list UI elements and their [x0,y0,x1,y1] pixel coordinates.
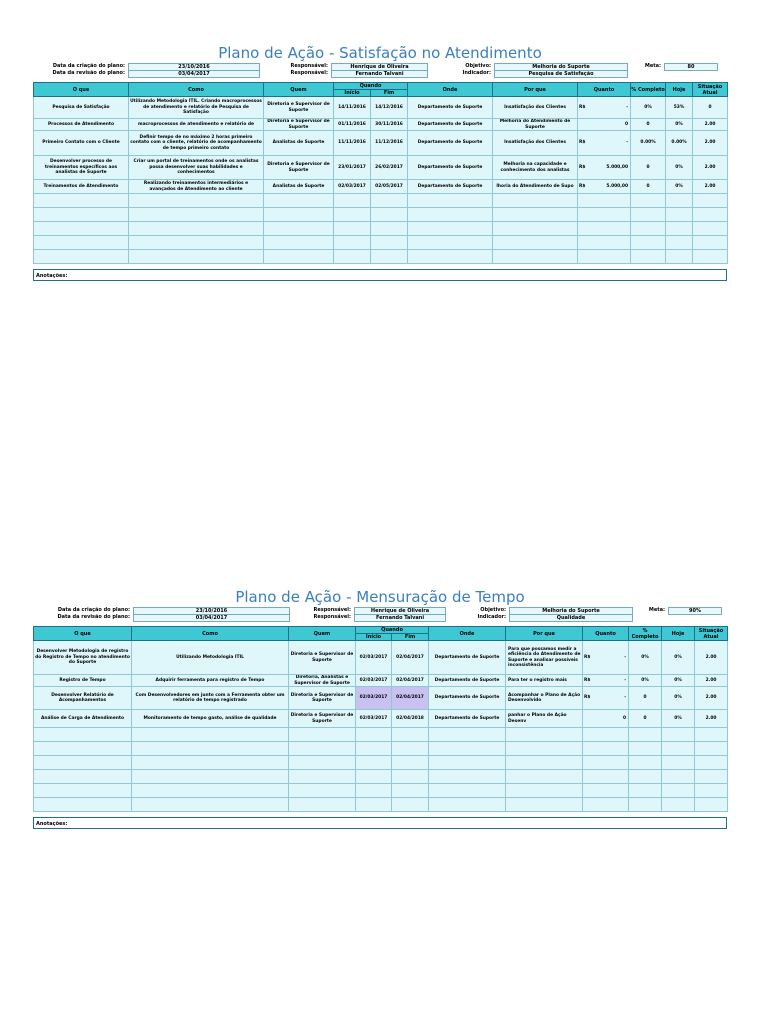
cell-quanto[interactable] [578,131,631,156]
cell-onde[interactable]: Departamento de Suporte [408,180,493,194]
cell-por-que[interactable]: lhoria do Atendimento de Supo [493,180,578,194]
resp2-field[interactable]: Fernando Talvani [331,70,428,78]
resp1-field[interactable]: Henrique de Oliveira [331,63,428,71]
notes-box[interactable] [33,269,727,281]
cell-quem[interactable]: Analistas de Suporte [264,180,334,194]
plan-title: Plano de Ação - Mensuração de Tempo [235,588,525,606]
cell-fim[interactable]: 11/12/2016 [371,131,408,156]
cell-quem[interactable]: Diretoria, Analistas e Supervisor de Suporte [289,675,356,687]
cell-fim[interactable]: 02/04/2017 [392,675,429,687]
currency: R$ [579,140,586,146]
cell-hoje[interactable]: 0% [662,687,695,710]
cell-quem[interactable]: Diretoria e Supervisor de Suporte [264,119,334,131]
col-quando: Quando [356,627,429,634]
empty-row[interactable] [34,756,728,770]
cell-fim[interactable]: 30/11/2016 [371,119,408,131]
revisao-label: Data da revisão do plano: [52,70,125,76]
table-row[interactable] [34,687,728,710]
table-row[interactable] [34,119,728,131]
action-plan-tempo [33,588,727,829]
cell-hoje[interactable]: 0% [662,710,695,728]
cell-hoje[interactable]: 53% [666,97,693,119]
cell-situacao[interactable]: 2.00 [695,641,728,675]
objetivo-field[interactable]: Melhoria do Suporte [494,63,628,71]
cell-hoje[interactable]: 0% [662,675,695,687]
col-quanto: Quanto [583,627,629,641]
amount: 0 [624,121,629,127]
currency: R$ [584,677,591,683]
meta-label: Meta: [648,607,665,613]
cell-o-que[interactable]: Análise de Carga de Atendimento [34,710,132,728]
cell-o-que[interactable]: Registro de Tempo [34,675,132,687]
table-row[interactable] [34,675,728,687]
cell-quanto[interactable] [578,180,631,194]
cell-onde[interactable]: Departamento de Suporte [429,710,506,728]
empty-row[interactable] [34,194,728,208]
cell-onde[interactable]: Departamento de Suporte [408,97,493,119]
cell-como[interactable]: Monitoramento de tempo gasto, análise de qualidade [132,710,289,728]
action-plan-satisfacao [33,44,727,281]
cell-fim[interactable]: 02/04/2017 [392,641,429,675]
cell-situacao[interactable]: 2.00 [693,180,728,194]
cell-inicio[interactable]: 01/11/2016 [334,119,371,131]
cell-o-que[interactable]: Desenvolver processo de treinamentos específicos aos analistas de Suporte [34,156,129,180]
table-row[interactable] [34,156,728,180]
cell-pct[interactable]: 0 [631,119,666,131]
cell-quem[interactable]: Diretoria e Supervisor de Suporte [289,641,356,675]
revisao-label: Data da revisão do plano: [57,614,130,620]
table-row[interactable] [34,131,728,156]
cell-por-que[interactable]: Acompanhar o Plano de Ação Desenvolvido [506,687,583,710]
objetivo-label: Objetivo: [465,63,491,69]
cell-o-que[interactable]: Desenvolver Metodologia de registro do Registro de Tempo no atendimento do Suporte [34,641,132,675]
currency: R$ [579,183,586,189]
col-pct: % Completo [629,627,662,641]
col-como: Como [132,627,289,641]
cell-inicio[interactable]: 14/11/2016 [334,97,371,119]
cell-quanto[interactable] [583,675,629,687]
cell-onde[interactable]: Departamento de Suporte [408,119,493,131]
cell-situacao[interactable]: 2.00 [693,131,728,156]
cell-hoje[interactable]: 0.00% [666,131,693,156]
cell-inicio[interactable]: 02/03/2017 [356,641,392,675]
amount: - [626,140,629,146]
cell-como[interactable]: Definir tempo de no máximo 2 horas primeiro contato com o cliente, relatório de acompanhamento de tempo primeiro contato [129,131,264,156]
cell-por-que[interactable]: Para ter o registro mais [506,675,583,687]
cell-quanto[interactable] [583,641,629,675]
empty-row[interactable] [34,208,728,222]
cell-quanto[interactable] [583,710,629,728]
cell-pct[interactable]: 0 [629,710,662,728]
currency: R$ [579,104,586,110]
cell-situacao[interactable]: 2.00 [693,156,728,180]
plan-meta [33,62,727,82]
indicador-label: Indicador: [477,614,506,620]
cell-situacao[interactable]: 2.00 [695,687,728,710]
col-inicio: Início [356,634,392,641]
col-fim: Fim [371,90,408,97]
table-row[interactable] [34,180,728,194]
cell-hoje[interactable]: 0% [666,119,693,131]
col-o-que: O que [34,83,129,97]
cell-inicio[interactable]: 23/01/2017 [334,156,371,180]
cell-o-que[interactable]: Pesquisa de Satisfação [34,97,129,119]
indicador-field[interactable]: Pesquisa de Satisfação [494,70,628,78]
cell-onde[interactable]: Departamento de Suporte [408,156,493,180]
cell-fim[interactable]: 02/05/2017 [371,180,408,194]
empty-row[interactable] [34,728,728,742]
revisao-field[interactable]: 03/04/2017 [128,70,260,78]
criacao-field[interactable]: 23/10/2016 [133,607,290,615]
plan-table [33,82,728,264]
cell-quanto[interactable] [578,97,631,119]
cell-por-que[interactable]: panhar o Plano de Ação Desenv [506,710,583,728]
cell-onde[interactable]: Departamento de Suporte [408,131,493,156]
amount: 5.000,00 [606,183,629,189]
cell-pct[interactable]: 0% [629,675,662,687]
col-inicio: Início [334,90,371,97]
col-o-que: O que [34,627,132,641]
cell-quanto[interactable] [578,119,631,131]
plan-meta [33,606,727,626]
currency: R$ [584,654,591,660]
col-situacao: Situação Atual [695,627,728,641]
cell-quanto[interactable] [583,687,629,710]
col-quem: Quem [264,83,334,97]
cell-situacao[interactable]: 2.00 [695,675,728,687]
col-fim: Fim [392,634,429,641]
cell-situacao[interactable]: 0 [693,97,728,119]
cell-inicio[interactable]: 02/03/2017 [334,180,371,194]
cell-como[interactable]: Com Desenvolvedores em junto com a Ferramenta obter um relatório de tempo registrado [132,687,289,710]
cell-quanto[interactable] [578,156,631,180]
col-hoje: Hoje [666,83,693,97]
cell-o-que[interactable]: Processos de Atendimento [34,119,129,131]
cell-situacao[interactable]: 2.00 [695,710,728,728]
cell-quem[interactable]: Analistas de Suporte [264,131,334,156]
notes-label: Anotações: [36,821,68,827]
cell-hoje[interactable]: 0% [666,180,693,194]
criacao-label: Data da criação do plano: [57,607,130,613]
cell-quem[interactable]: Diretoria e Supervisor de Suporte [289,710,356,728]
resp1-field[interactable]: Henrique de Oliveira [354,607,446,615]
cell-por-que[interactable]: Melhoria na capacidade e conhecimento dos analistas [493,156,578,180]
resp1-label: Responsável: [313,607,351,613]
empty-row[interactable] [34,250,728,264]
cell-por-que[interactable]: Melhoria do Atendimento de Suporte [493,119,578,131]
cell-fim[interactable]: 14/12/2016 [371,97,408,119]
cell-hoje[interactable]: 0% [666,156,693,180]
currency: R$ [584,695,591,701]
cell-o-que[interactable]: Desenvolver Relatório de Acompanhamentos [34,687,132,710]
cell-quem[interactable]: Diretoria e Supervisor de Suporte [264,156,334,180]
col-onde: Onde [408,83,493,97]
cell-fim[interactable]: 26/02/2017 [371,156,408,180]
plan-title: Plano de Ação - Satisfação no Atendimento [218,44,542,62]
col-como: Como [129,83,264,97]
cell-inicio[interactable]: 02/03/2017 [356,710,392,728]
empty-row[interactable] [34,770,728,784]
col-hoje: Hoje [662,627,695,641]
plan-table [33,626,728,812]
cell-pct[interactable]: 0.00% [631,131,666,156]
cell-inicio[interactable]: 02/03/2017 [356,675,392,687]
cell-como[interactable]: macroprocessos de atendimento e relatório de [129,119,264,131]
indicador-label: Indicador: [462,70,491,76]
amount: - [624,677,627,683]
amount: 5.000,00 [606,164,629,170]
cell-situacao[interactable]: 2.00 [693,119,728,131]
cell-hoje[interactable]: 0% [662,641,695,675]
indicador-field[interactable]: Qualidade [509,614,633,622]
table-row[interactable] [34,641,728,675]
resp2-label: Responsável: [313,614,351,620]
resp1-label: Responsável: [290,63,328,69]
col-pct: % Completo [631,83,666,97]
cell-como[interactable]: Utilizando Metodologia ITIL [132,641,289,675]
empty-row[interactable] [34,742,728,756]
cell-onde[interactable]: Departamento de Suporte [429,675,506,687]
col-quando: Quando [334,83,408,90]
cell-onde[interactable]: Departamento de Suporte [429,641,506,675]
cell-pct[interactable]: 0 [631,156,666,180]
cell-como[interactable]: Criar um portal de treinamentos onde os analistas possa desenvolver suas habilidades e conhecimentos [129,156,264,180]
cell-o-que[interactable]: Treinamentos de Atendimento [34,180,129,194]
amount: - [624,695,627,701]
cell-por-que[interactable]: Insatisfação dos Clientes [493,131,578,156]
cell-fim[interactable]: 02/04/2017 [392,687,429,710]
cell-pct[interactable]: 0 [629,687,662,710]
col-por-que: Por que [493,83,578,97]
empty-row[interactable] [34,236,728,250]
cell-o-que[interactable]: Primeiro Contato com o Cliente [34,131,129,156]
cell-como[interactable]: Utilizando Metodologia ITIL. Criando macroprocessos de atendimento e relatório de Pesquisa de Satisfação [129,97,264,119]
notes-label: Anotações: [36,273,68,279]
table-row[interactable] [34,710,728,728]
empty-row[interactable] [34,222,728,236]
col-quem: Quem [289,627,356,641]
objetivo-label: Objetivo: [480,607,506,613]
objetivo-field[interactable]: Melhoria do Suporte [509,607,633,615]
resp2-field[interactable]: Fernando Talvani [354,614,446,622]
cell-pct[interactable]: 0% [631,97,666,119]
meta-field[interactable]: 80 [664,63,718,71]
cell-como[interactable]: Realizando treinamentos intermediários e avançados de Atendimento ao cliente [129,180,264,194]
cell-pct[interactable]: 0 [631,180,666,194]
criacao-label: Data da criação do plano: [52,63,125,69]
cell-quem[interactable]: Diretoria e Supervisor de Suporte [264,97,334,119]
cell-por-que[interactable]: Para que possamos medir a eficiência do Atendimento de Suporte e analisar possíveis inconsistência [506,641,583,675]
meta-label: Meta: [644,63,661,69]
col-onde: Onde [429,627,506,641]
empty-row[interactable] [34,798,728,812]
empty-row[interactable] [34,784,728,798]
amount: - [624,654,627,660]
amount: - [626,104,629,110]
cell-pct[interactable]: 0% [629,641,662,675]
col-por-que: Por que [506,627,583,641]
notes-box[interactable] [33,817,727,829]
resp2-label: Responsável: [290,70,328,76]
col-quanto: Quanto [578,83,631,97]
cell-fim[interactable]: 02/04/2018 [392,710,429,728]
criacao-field[interactable]: 23/10/2016 [128,63,260,71]
cell-como[interactable]: Adquirir ferramenta para registro de Tempo [132,675,289,687]
meta-field[interactable]: 90% [668,607,722,615]
col-situacao: Situação Atual [693,83,728,97]
cell-por-que[interactable]: Insatisfação dos Clientes [493,97,578,119]
cell-inicio[interactable]: 11/11/2016 [334,131,371,156]
revisao-field[interactable]: 03/04/2017 [133,614,290,622]
amount: 0 [622,715,627,721]
cell-onde[interactable]: Departamento de Suporte [429,687,506,710]
cell-inicio[interactable]: 02/03/2017 [356,687,392,710]
table-row[interactable] [34,97,728,119]
currency: R$ [579,164,586,170]
cell-quem[interactable]: Diretoria e Supervisor de Suporte [289,687,356,710]
